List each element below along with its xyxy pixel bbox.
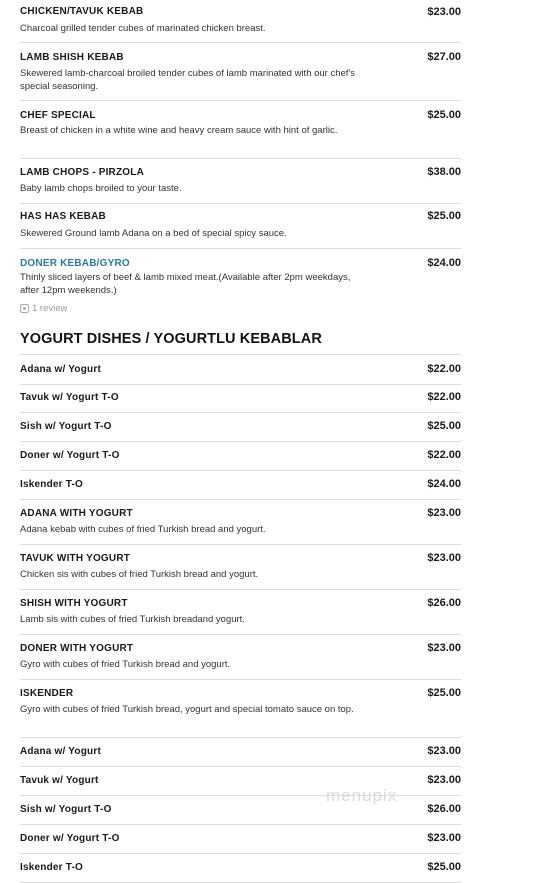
item-price: $22.00 — [427, 449, 461, 461]
menu-item — [20, 680, 461, 738]
review-link[interactable] — [20, 303, 67, 314]
item-price: $23.00 — [427, 774, 461, 786]
item-name: LAMB SHISH KEBAB — [20, 52, 124, 63]
item-name: Tavuk w/ Yogurt T-O — [20, 392, 119, 403]
item-name: HAS HAS KEBAB — [20, 211, 106, 222]
item-name: Sish w/ Yogurt T-O — [20, 804, 112, 815]
item-price: $24.00 — [427, 478, 461, 490]
menu-item — [20, 635, 461, 680]
menu-item — [20, 384, 461, 413]
item-price: $23.00 — [427, 745, 461, 757]
menu-item — [20, 354, 461, 385]
item-price: $23.00 — [427, 552, 461, 564]
item-price: $23.00 — [427, 832, 461, 844]
item-name: Doner w/ Yogurt T-O — [20, 450, 120, 461]
menu-item — [20, 590, 461, 635]
item-description: Lamb sis with cubes of fried Turkish breadand yogurt. — [20, 614, 245, 625]
item-description: Skewered Ground lamb Adana on a bed of special spicy sauce. — [20, 228, 287, 239]
menu-item — [20, 442, 461, 471]
item-name-link[interactable]: DONER KEBAB/GYRO — [20, 258, 130, 269]
item-price: $25.00 — [427, 861, 461, 873]
item-description: Gyro with cubes of fried Turkish bread, yogurt and special tomato sauce on top. — [20, 704, 354, 715]
menupix-watermark: menupix — [326, 786, 398, 805]
menu-item — [20, 413, 461, 442]
item-name: SHISH WITH YOGURT — [20, 598, 128, 609]
item-description: Thinly sliced layers of beef & lamb mixed meat.(Available after 2pm weekdays, after 12pm weekends.) — [20, 272, 351, 296]
menu-item — [20, 854, 461, 883]
item-name: CHICKEN/TAVUK KEBAB — [20, 6, 144, 17]
item-price: $23.00 — [427, 507, 461, 519]
item-name: Adana w/ Yogurt — [20, 746, 101, 757]
item-description: Skewered lamb-charcoal broiled tender cubes of lamb marinated with our chef's special seasoning. — [20, 68, 356, 92]
item-description: Charcoal grilled tender cubes of marinated chicken breast. — [20, 23, 266, 34]
item-price: $26.00 — [427, 803, 461, 815]
item-name: ADANA WITH YOGURT — [20, 508, 133, 519]
menu-item — [20, 500, 461, 545]
item-price: $25.00 — [427, 420, 461, 432]
item-price: $38.00 — [427, 166, 461, 178]
item-name: Adana w/ Yogurt — [20, 364, 101, 375]
item-price: $27.00 — [427, 51, 461, 63]
menu-item — [20, 204, 461, 249]
item-description: Chicken sis with cubes of fried Turkish bread and yogurt. — [20, 569, 259, 580]
menu-item — [20, 471, 461, 500]
review-count: 1 review — [32, 303, 68, 314]
item-description: Gyro with cubes of fried Turkish bread and yogurt. — [20, 659, 231, 670]
item-name: Tavuk w/ Yogurt — [20, 775, 99, 786]
item-price: $24.00 — [427, 257, 461, 269]
item-name: LAMB CHOPS - PIRZOLA — [20, 167, 144, 178]
section-title: YOGURT DISHES / YOGURTLU KEBABLAR — [20, 331, 322, 347]
item-price: $25.00 — [427, 210, 461, 222]
item-description: Breast of chicken in a white wine and heavy cream sauce with hint of garlic. — [20, 125, 338, 136]
item-name: Doner w/ Yogurt T-O — [20, 833, 120, 844]
item-price: $23.00 — [427, 642, 461, 654]
menu-item — [20, 43, 461, 101]
item-name: ISKENDER — [20, 688, 74, 699]
item-description: Adana kebab with cubes of fried Turkish bread and yogurt. — [20, 524, 266, 535]
menu-item — [20, 0, 461, 43]
item-price: $23.00 — [427, 6, 461, 18]
item-price: $25.00 — [427, 687, 461, 699]
item-price: $26.00 — [427, 597, 461, 609]
item-description: Baby lamb chops broiled to your taste. — [20, 183, 182, 194]
item-name: DONER WITH YOGURT — [20, 643, 134, 654]
item-price: $22.00 — [427, 391, 461, 403]
item-price: $25.00 — [427, 109, 461, 121]
item-name: Iskender T-O — [20, 479, 83, 490]
item-price: $22.00 — [427, 363, 461, 375]
item-name: CHEF SPECIAL — [20, 110, 96, 121]
item-name: Iskender T-O — [20, 862, 83, 873]
menu-item — [20, 545, 461, 590]
menu-item — [20, 825, 461, 854]
item-name: Sish w/ Yogurt T-O — [20, 421, 112, 432]
menu-item — [20, 159, 461, 204]
review-icon — [20, 304, 29, 313]
menu-item — [20, 738, 461, 767]
menu-item — [20, 249, 461, 319]
menu-item — [20, 101, 461, 159]
item-name: TAVUK WITH YOGURT — [20, 553, 131, 564]
